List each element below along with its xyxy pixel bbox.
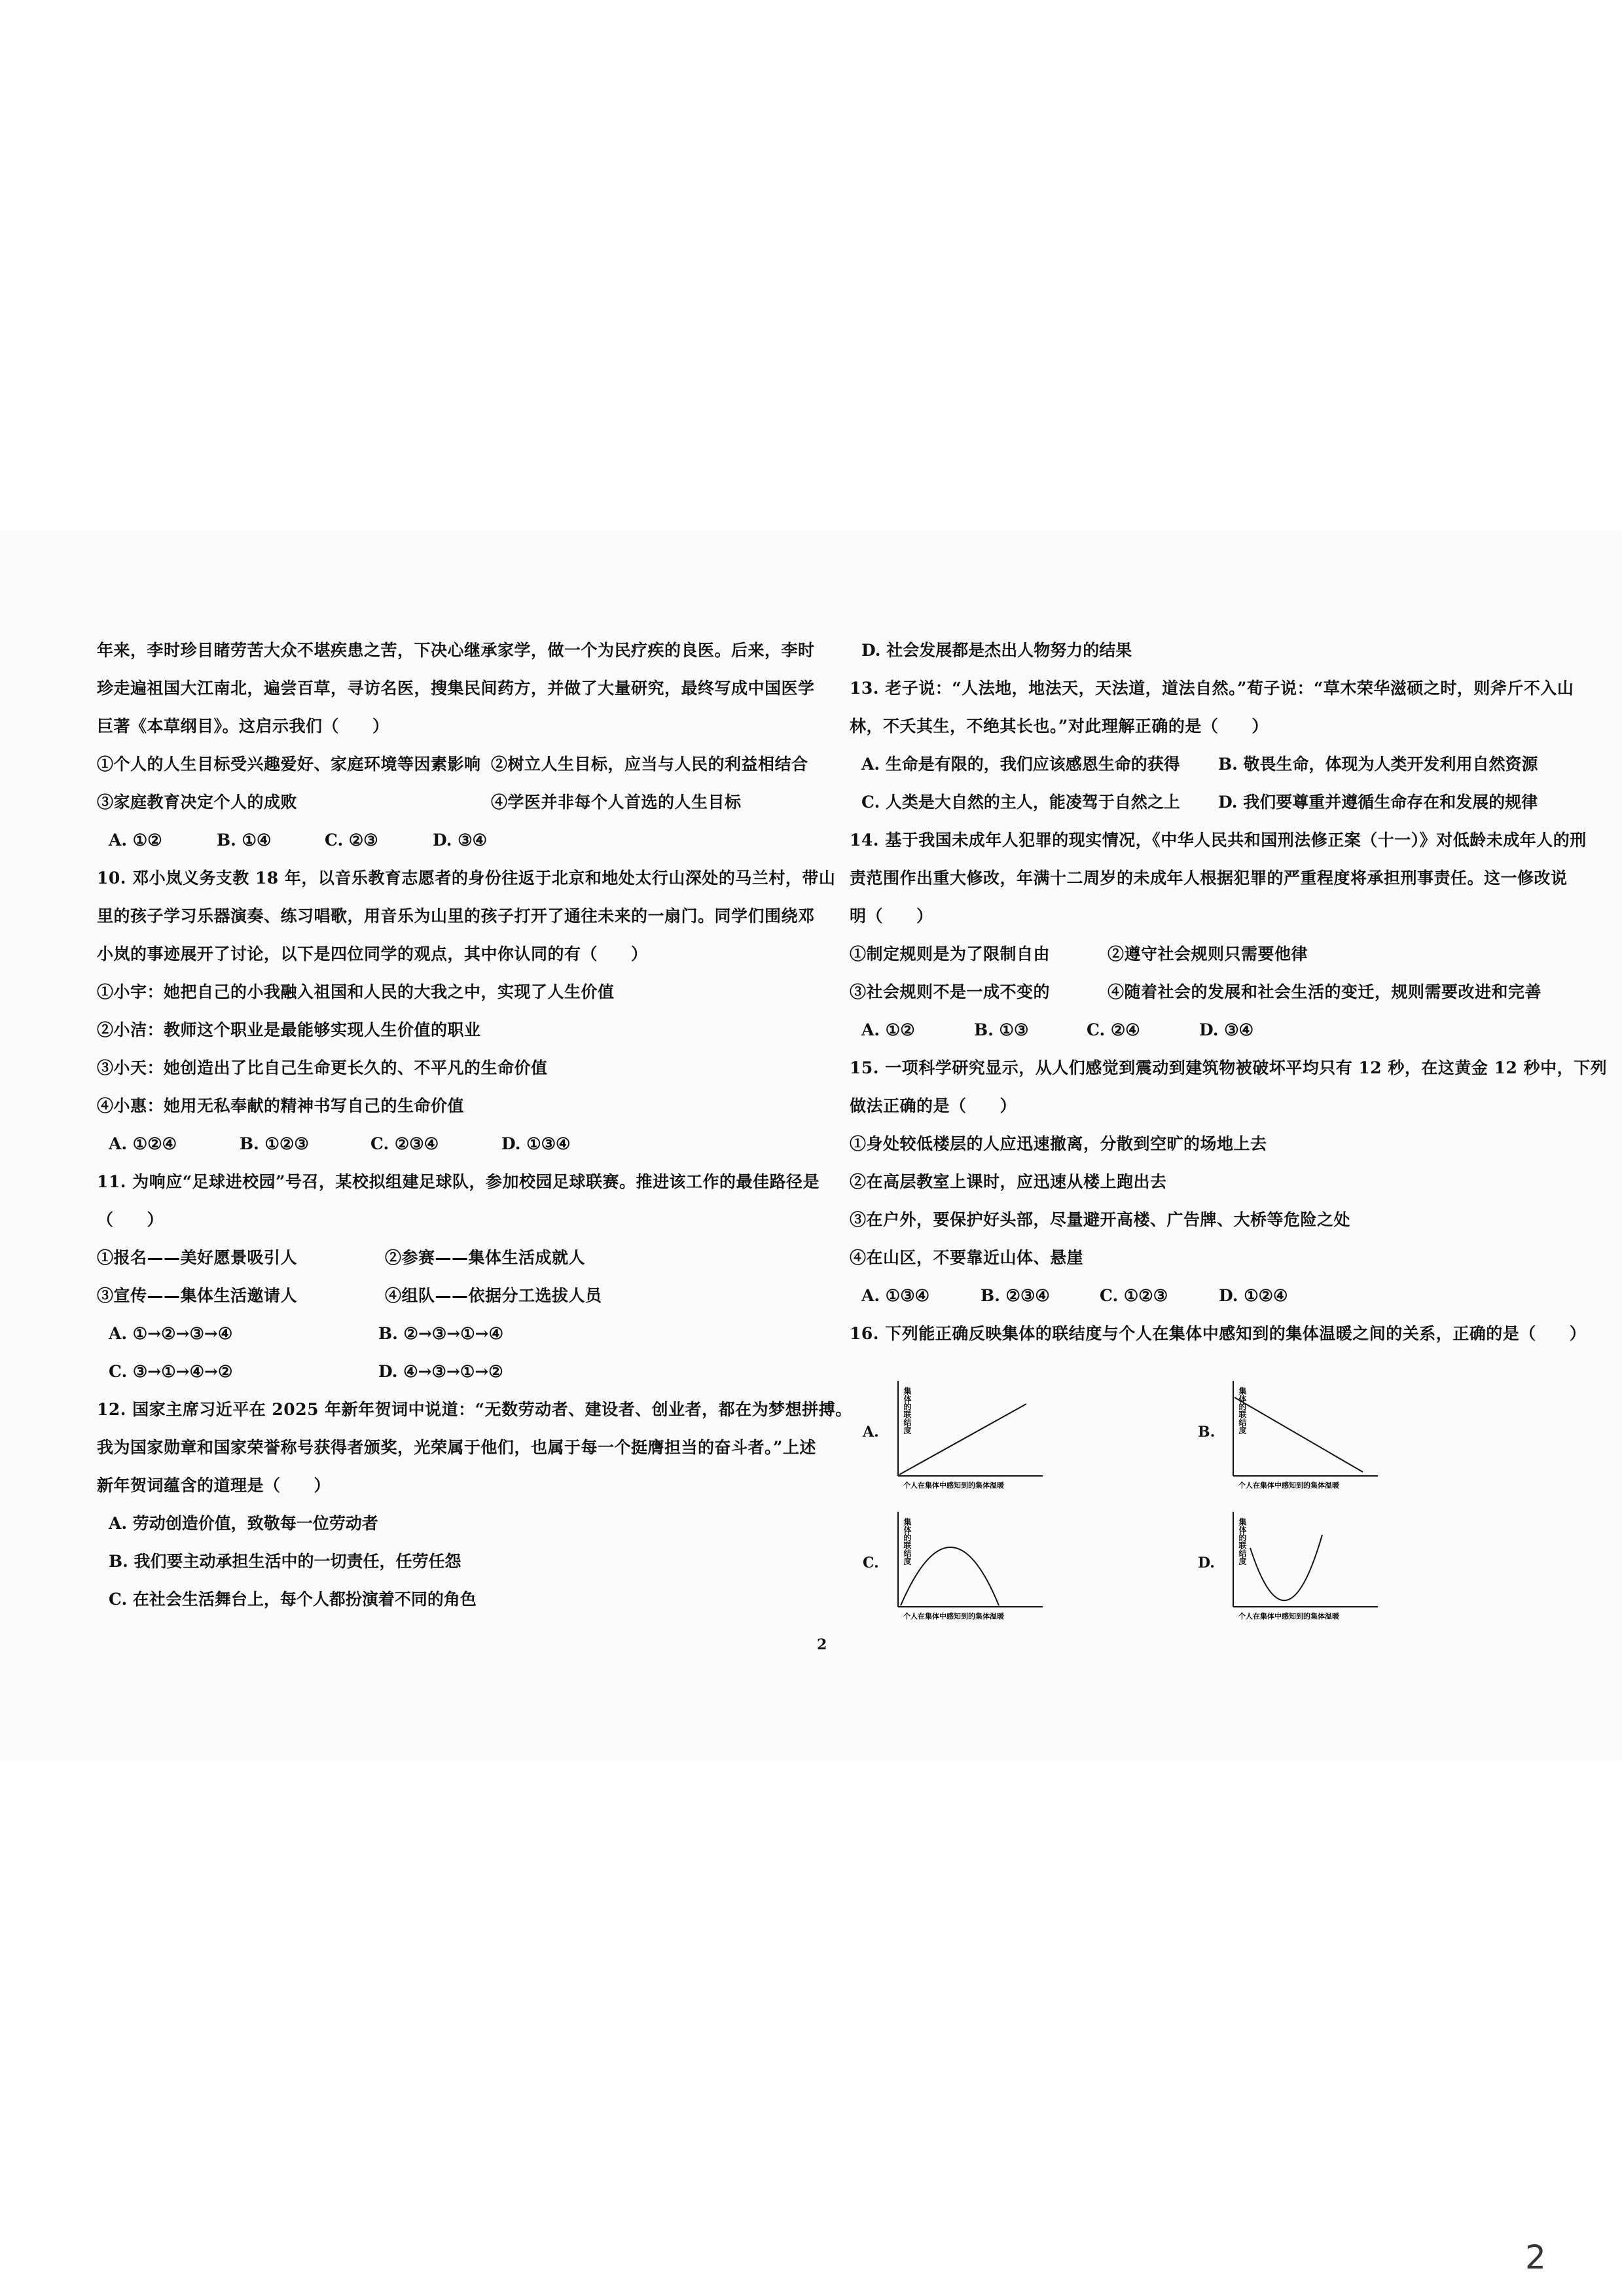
graph-x-label: 个人在集体中感知到的集体温暖 <box>1238 1612 1339 1621</box>
q14-item: ②遵守社会规则只需要他律 <box>1108 944 1308 963</box>
q15-option-d[interactable]: D. ①②④ <box>1219 1286 1288 1305</box>
q9-item: ①个人的人生目标受兴趣爱好、家庭环境等因素影响 <box>97 755 481 774</box>
q15-item: ④在山区，不要靠近山体、悬崖 <box>850 1248 1084 1267</box>
q12-option-c[interactable]: C. 在社会生活舞台上，每个人都扮演着不同的角色 <box>109 1590 477 1609</box>
graph-curve <box>901 1547 999 1605</box>
q11-option-d[interactable]: D. ④→③→①→② <box>378 1362 503 1381</box>
q11-options-row <box>97 1315 830 1353</box>
graph-a-svg <box>889 1378 1046 1492</box>
q11-item-row <box>97 1277 830 1315</box>
q10-option-b[interactable]: B. ①②③ <box>240 1134 309 1153</box>
q16-graph-d[interactable] <box>1185 1509 1466 1626</box>
graph-option-label: B. <box>1198 1424 1216 1441</box>
q11-item: ②参赛——集体生活成就人 <box>385 1248 586 1267</box>
q10-option-c[interactable]: C. ②③④ <box>370 1134 439 1153</box>
q14-item-row <box>850 935 1583 973</box>
q16-graph-b[interactable] <box>1185 1378 1466 1496</box>
q14-item: ①制定规则是为了限制自由 <box>850 944 1051 963</box>
q11-option-c[interactable]: C. ③→①→④→② <box>109 1362 233 1381</box>
q11-option-b[interactable]: B. ②→③→①→④ <box>378 1324 504 1343</box>
q11-item: ④组队——依据分工选拔人员 <box>385 1286 602 1305</box>
corner-page-number: 2 <box>1525 2238 1546 2276</box>
graph-y-label: 集体的联结度 <box>903 1518 912 1565</box>
graph-curve <box>899 1404 1026 1475</box>
q14-item: ③社会规则不是一成不变的 <box>850 982 1051 1001</box>
q15-stem-line: 15. 一项科学研究显示，从人们感觉到震动到建筑物被破坏平均只有 12 秒，在这黄金 12 秒中，下列 <box>850 1058 1608 1077</box>
q15-item: ①身处较低楼层的人应迅速撤离，分散到空旷的场地上去 <box>850 1134 1267 1153</box>
q9-text-line: 巨著《本草纲目》。这启示我们（ ） <box>97 717 389 736</box>
q9-text-line: 珍走遍祖国大江南北，遍尝百草，寻访名医，搜集民间药方，并做了大量研究，最终写成中国医学 <box>97 679 815 698</box>
graph-y-label: 集体的联结度 <box>903 1387 912 1434</box>
page-number: 2 <box>817 1636 827 1653</box>
q14-item-row <box>850 973 1583 1011</box>
q13-option-d[interactable]: D. 我们要尊重并遵循生命存在和发展的规律 <box>1218 793 1538 812</box>
q14-stem-line: 14. 基于我国未成年人犯罪的现实情况，《中华人民共和国刑法修正案（十一）》对低龄未成年人的刑 <box>850 831 1587 850</box>
q10-options <box>97 1125 830 1163</box>
q9-item-row <box>97 783 830 821</box>
q16-graph-a[interactable] <box>850 1378 1131 1496</box>
q13-options-row <box>850 783 1583 821</box>
q14-option-d[interactable]: D. ③④ <box>1199 1020 1254 1039</box>
graph-x-label: 个人在集体中感知到的集体温暖 <box>903 1612 1004 1621</box>
q9-item: ③家庭教育决定个人的成败 <box>97 793 298 812</box>
q15-option-c[interactable]: C. ①②③ <box>1100 1286 1168 1305</box>
q9-option-b[interactable]: B. ①④ <box>217 831 272 850</box>
q16-graph-c[interactable] <box>850 1509 1131 1626</box>
q10-item: ①小宇：她把自己的小我融入祖国和人民的大我之中，实现了人生价值 <box>97 982 615 1001</box>
q14-option-a[interactable]: A. ①② <box>861 1020 915 1039</box>
q11-stem-line: （ ） <box>97 1210 164 1229</box>
q15-option-b[interactable]: B. ②③④ <box>981 1286 1050 1305</box>
q12-stem-line: 新年贺词蕴含的道理是（ ） <box>97 1476 331 1495</box>
graph-c-svg <box>889 1509 1046 1623</box>
q12-option-b[interactable]: B. 我们要主动承担生活中的一切责任，任劳任怨 <box>109 1552 461 1571</box>
q9-item: ②树立人生目标，应当与人民的利益相结合 <box>491 755 808 774</box>
q13-option-a[interactable]: A. 生命是有限的，我们应该感恩生命的获得 <box>861 755 1180 774</box>
q9-item-row <box>97 745 830 783</box>
graph-b-svg <box>1224 1378 1381 1492</box>
graph-d-svg <box>1224 1509 1381 1623</box>
q9-text-line: 年来，李时珍目睹劳苦大众不堪疾患之苦，下决心继承家学，做一个为民疗疾的良医。后来，李时 <box>97 641 815 660</box>
q12-stem-line: 12. 国家主席习近平在 2025 年新年贺词中说道：“无数劳动者、建设者、创业者，都在为梦想拼搏。 <box>97 1400 852 1419</box>
q11-item: ①报名——美好愿景吸引人 <box>97 1248 298 1267</box>
q13-option-b[interactable]: B. 敬畏生命，体现为人类开发利用自然资源 <box>1218 755 1538 774</box>
q10-stem-line: 里的孩子学习乐器演奏、练习唱歌，用音乐为山里的孩子打开了通往未来的一扇门。同学们围绕邓 <box>97 906 815 925</box>
q12-option-d[interactable]: D. 社会发展都是杰出人物努力的结果 <box>861 641 1132 660</box>
q9-option-c[interactable]: C. ②③ <box>325 831 378 850</box>
q13-stem-line: 13. 老子说：“人法地，地法天，天法道，道法自然。”荀子说：“草木荣华滋硕之时，则斧斤不入山 <box>850 679 1574 698</box>
q10-option-a[interactable]: A. ①②④ <box>109 1134 177 1153</box>
q10-option-d[interactable]: D. ①③④ <box>501 1134 571 1153</box>
q14-item: ④随着社会的发展和社会生活的变迁，规则需要改进和完善 <box>1108 982 1542 1001</box>
q14-option-b[interactable]: B. ①③ <box>974 1020 1029 1039</box>
q10-stem-line: 小岚的事迹展开了讨论，以下是四位同学的观点，其中你认同的有（ ） <box>97 944 648 963</box>
q10-stem-line: 10. 邓小岚义务支教 18 年，以音乐教育志愿者的身份往返于北京和地处太行山深处的马兰村，带山 <box>97 869 836 888</box>
q9-options <box>97 821 830 859</box>
q9-option-d[interactable]: D. ③④ <box>433 831 488 850</box>
graph-x-label: 个人在集体中感知到的集体温暖 <box>1238 1481 1339 1490</box>
graph-y-label: 集体的联结度 <box>1238 1518 1247 1565</box>
q13-stem-line: 林，不夭其生，不绝其长也。”对此理解正确的是（ ） <box>850 717 1269 736</box>
graph-option-label: D. <box>1198 1554 1215 1571</box>
q15-item: ③在户外，要保护好头部，尽量避开高楼、广告牌、大桥等危险之处 <box>850 1210 1351 1229</box>
q10-item: ②小洁：教师这个职业是最能够实现人生价值的职业 <box>97 1020 481 1039</box>
q15-stem-line: 做法正确的是（ ） <box>850 1096 1017 1115</box>
graph-y-label: 集体的联结度 <box>1238 1387 1247 1434</box>
q15-options <box>850 1277 1583 1315</box>
q15-item: ②在高层教室上课时，应迅速从楼上跑出去 <box>850 1172 1167 1191</box>
graph-x-label: 个人在集体中感知到的集体温暖 <box>903 1481 1004 1490</box>
q10-item: ④小惠：她用无私奉献的精神书写自己的生命价值 <box>97 1096 465 1115</box>
q11-option-a[interactable]: A. ①→②→③→④ <box>109 1324 233 1343</box>
q11-stem-line: 11. 为响应“足球进校园”号召，某校拟组建足球队，参加校园足球联赛。推进该工作的最佳路径是 <box>97 1172 820 1191</box>
q9-item: ④学医并非每个人首选的人生目标 <box>491 793 742 812</box>
q12-stem-line: 我为国家勋章和国家荣誉称号获得者颁奖，光荣属于他们，也属于每一个挺膺担当的奋斗者。”上述 <box>97 1438 816 1457</box>
q14-stem-line: 明（ ） <box>850 906 933 925</box>
q14-option-c[interactable]: C. ②④ <box>1087 1020 1140 1039</box>
q13-options-row <box>850 745 1583 783</box>
q9-option-a[interactable]: A. ①② <box>109 831 162 850</box>
graph-option-label: C. <box>863 1554 879 1571</box>
q16-stem: 16. 下列能正确反映集体的联结度与个人在集体中感知到的集体温暖之间的关系，正确的是（ ） <box>850 1324 1587 1343</box>
q14-stem-line: 责范围作出重大修改，年满十二周岁的未成年人根据犯罪的严重程度将承担刑事责任。这一修改说 <box>850 869 1568 888</box>
graph-curve <box>1235 1397 1363 1472</box>
q16-graph-options <box>850 1378 1439 1626</box>
q14-options <box>850 1011 1583 1049</box>
q11-options-row <box>97 1353 830 1391</box>
q15-option-a[interactable]: A. ①③④ <box>861 1286 930 1305</box>
graph-curve <box>1250 1535 1322 1600</box>
right-column <box>850 632 1608 1353</box>
left-column <box>97 632 852 1619</box>
q12-option-a[interactable]: A. 劳动创造价值，致敬每一位劳动者 <box>109 1514 378 1533</box>
q11-item: ③宣传——集体生活邀请人 <box>97 1286 298 1305</box>
q13-option-c[interactable]: C. 人类是大自然的主人，能凌驾于自然之上 <box>861 793 1180 812</box>
q10-item: ③小天：她创造出了比自己生命更长久的、不平凡的生命价值 <box>97 1058 548 1077</box>
graph-option-label: A. <box>863 1424 879 1441</box>
q11-item-row <box>97 1239 830 1277</box>
